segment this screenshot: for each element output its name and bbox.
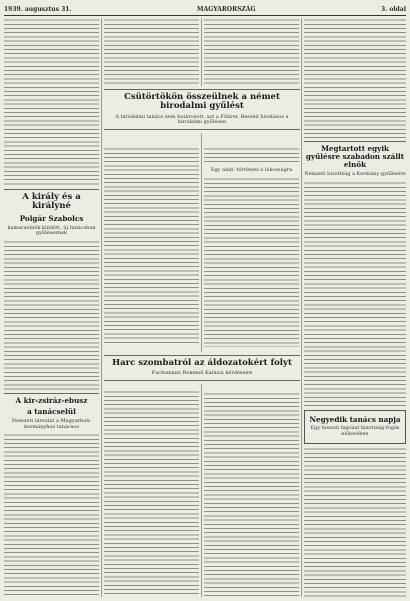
masthead-rule [4,15,406,16]
article-subheadline: Nemzeti bizottság a Kormány-gyűlésére [304,170,406,177]
center-headline-block [104,352,300,384]
article-body [4,18,99,186]
divider [104,129,300,130]
article-body [104,18,199,84]
article-body [304,447,406,597]
masthead-date: 1939. augusztus 31. [4,5,72,13]
center-subheadline: Fuchsmann Rommel Kaluzai kérdéseire [151,370,253,377]
center-subheadline: A birodalmi tanács nem határozott, azt a Führer, Beszéd hivatásos a birodalmi gyűlésen [115,113,289,126]
column-1 [4,18,99,597]
center-headline: Harc szombatról az áldozatokért folyt [112,358,292,368]
divider [4,189,99,190]
article-headline: A király és a királyné [22,192,81,212]
divider [304,141,406,142]
article-body [204,392,299,597]
article-body [4,433,99,597]
divider [4,393,99,394]
article-body [204,18,299,84]
boxed-notice [304,410,406,444]
masthead-paper-name: MAGYARORSZÁG [196,5,256,13]
divider [104,89,300,90]
article-body [204,177,299,347]
center-headline-block [104,86,300,133]
article-subheadline: Nemzeti társulat a Magyarhon-kormányhoz tanácsos [11,417,92,430]
masthead [4,4,406,14]
article-headline-secondary: a tanácselül [27,407,76,417]
center-headline: Csütörtökön összeülnek a német birodalmi gyűlést [124,92,280,112]
article-headline: Megtartott egyik gyűlésre szabadon szállt elnök [305,144,405,169]
article-body [104,147,199,345]
article-body [204,147,299,165]
masthead-page-number: 3. oldal [381,5,406,13]
article-body [304,181,406,407]
article-body [304,18,406,138]
article-headline-secondary: Polgár Szabolcs [19,213,84,223]
article-body [4,240,99,390]
column-4 [304,18,406,597]
article-body [104,390,199,595]
article-headline: Negyedik tanács napja [309,414,401,424]
column-rule [101,18,102,597]
article-subheadline: kamaraelnök küldött, új tanácsban gyűléseznek [7,224,96,237]
column-rule [301,18,302,597]
article-subheadline: Egy hosszú tagozat bizottság-fogás előterében [310,425,400,438]
divider [104,355,300,356]
divider [104,380,300,381]
article-note: Egy adat: történeti a lakosságra [210,167,293,173]
article-headline: A kir-zsiráz-ebusz [15,396,88,406]
